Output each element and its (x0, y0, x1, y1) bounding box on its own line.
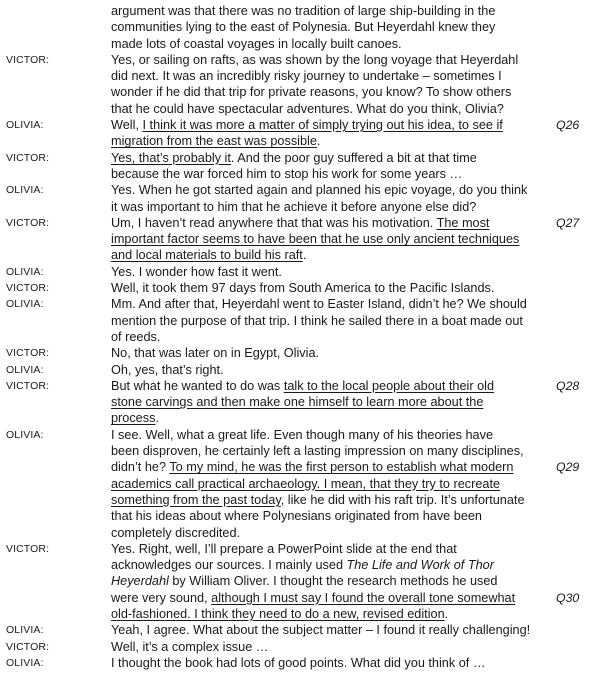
answer-underline-text: important factor seems to have been that he use only ancient techniques (111, 232, 520, 247)
text-segment: communities lying to the east of Polynesia. But Heyerdahl knew they (111, 20, 496, 35)
text-segment: . (444, 606, 449, 621)
transcript-line (0, 655, 603, 671)
dialogue-text (111, 443, 524, 459)
transcript-line (0, 231, 603, 247)
question-number: Q30 (556, 590, 580, 605)
dialogue-text (111, 231, 519, 247)
text-segment: Yes. When he got started again and planned his epic voyage, do you think (111, 183, 528, 198)
transcript-line (0, 133, 603, 149)
text-segment: Oh, yes, that’s right. (111, 362, 224, 377)
text-segment: by William Oliver. I thought the research methods he used (168, 574, 498, 589)
speaker-label: OLIVIA: (6, 656, 44, 669)
dialogue-text (111, 541, 457, 557)
answer-underline-text: I think it was more a matter of simply trying out his idea, to see if (142, 118, 503, 133)
dialogue-text (111, 557, 494, 573)
transcript-line (0, 52, 603, 68)
dialogue-text (111, 280, 494, 296)
speaker-label: VICTOR: (6, 151, 50, 164)
dialogue-text (111, 508, 482, 524)
answer-underline-text: To my mind, he was the first person to establish what modern (169, 460, 514, 475)
transcript-line (0, 247, 603, 263)
answer-underline-text: something from the past today (111, 492, 281, 507)
transcript-line (0, 84, 603, 100)
dialogue-text (111, 215, 489, 231)
text-segment: that he could have spectacular adventures. What do you think, Olivia? (111, 101, 504, 116)
answer-underline-text: old-fashioned. I think they need to do a new, revised edition (111, 606, 445, 621)
dialogue-text (111, 378, 494, 394)
dialogue-text (111, 606, 448, 622)
transcript-line (0, 508, 603, 524)
dialogue-text (111, 329, 160, 345)
transcript-line (0, 492, 603, 508)
transcript-line (0, 166, 603, 182)
question-number: Q28 (556, 378, 580, 393)
transcript-line (0, 606, 603, 622)
dialogue-text (111, 3, 495, 19)
transcript-line (0, 182, 603, 198)
dialogue-text (111, 427, 493, 443)
speaker-label: VICTOR: (6, 282, 50, 295)
transcript-line (0, 345, 603, 361)
dialogue-text (111, 639, 268, 655)
dialogue-text (111, 622, 530, 638)
transcript-line (0, 394, 603, 410)
answer-underline-text: although I must say I found the overall tone somewhat (211, 590, 516, 605)
text-segment: I see. Well, what a great life. Even though many of his theories have (111, 427, 494, 442)
transcript-line (0, 36, 603, 52)
text-segment: Yeah, I agree. What about the subject matter – I found it really challenging! (111, 623, 531, 638)
transcript-line (0, 622, 603, 638)
transcript-line (0, 410, 603, 426)
text-segment: . And the poor guy suffered a bit at that time (230, 150, 477, 165)
transcript-line (0, 150, 603, 166)
transcript-line (0, 557, 603, 573)
text-segment: Well, it’s a complex issue … (111, 639, 269, 654)
text-segment: Yes, or sailing on rafts, as was shown by the long voyage that Heyerdahl (111, 52, 519, 67)
dialogue-text (111, 101, 504, 117)
text-segment: I thought the book had lots of good points. What did you think of … (111, 655, 486, 670)
transcript-line (0, 3, 603, 19)
dialogue-text (111, 525, 240, 541)
transcript-line (0, 280, 603, 296)
text-segment: . (302, 248, 307, 263)
answer-underline-text: migration from the east was possible (111, 134, 317, 149)
transcript-line (0, 101, 603, 117)
speaker-label: OLIVIA: (6, 624, 44, 637)
transcript-line (0, 68, 603, 84)
book-title-text: The Life and Work of Thor (346, 558, 494, 573)
dialogue-text (111, 345, 319, 361)
answer-underline-text: The most (436, 215, 490, 230)
transcript-line (0, 296, 603, 312)
dialogue-text (111, 476, 500, 492)
text-segment: didn’t he? (111, 460, 170, 475)
text-segment: No, that was later on in Egypt, Olivia. (111, 346, 320, 361)
speaker-label: OLIVIA: (6, 119, 44, 132)
speaker-label: VICTOR: (6, 53, 50, 66)
dialogue-text (111, 590, 515, 606)
transcript-line (0, 313, 603, 329)
dialogue-text (111, 68, 502, 84)
dialogue-text (111, 19, 495, 35)
text-segment: completely discredited. (111, 525, 241, 540)
dialogue-text (111, 362, 224, 378)
text-segment: because the war forced him to stop his work for some years … (111, 166, 463, 181)
dialogue-text (111, 296, 527, 312)
text-segment: that his ideas about where Polynesians originated from have been (111, 509, 482, 524)
dialogue-text (111, 247, 306, 263)
answer-underline-text: Yes, that’s probably it (111, 150, 231, 165)
text-segment: it was important to him that he achieve it before anyone else did? (111, 199, 477, 214)
answer-underline-text: and local materials to build his raft (111, 248, 303, 263)
speaker-label: VICTOR: (6, 379, 50, 392)
transcript-line (0, 117, 603, 133)
answer-underline-text: academics call practical archaeology. I mean, that they try to recreate (111, 476, 501, 491)
question-number: Q29 (556, 460, 580, 475)
speaker-label: OLIVIA: (6, 428, 44, 441)
question-number: Q26 (556, 118, 580, 133)
answer-underline-text: talk to the local people about their old (283, 378, 495, 393)
text-segment: . (155, 411, 159, 426)
transcript-line (0, 199, 603, 215)
dialogue-text (111, 410, 159, 426)
transcript-line (0, 639, 603, 655)
text-segment: argument was that there was no tradition of large ship-building in the (111, 4, 496, 18)
speaker-label: VICTOR: (6, 640, 50, 653)
text-segment: wonder if he did that trip for private reasons, you know? To show others (111, 85, 512, 100)
transcript-line (0, 590, 603, 606)
transcript-line (0, 573, 603, 589)
text-segment: did next. It was an incredibly risky journey to undertake – sometimes I (111, 69, 502, 84)
text-segment: been disproven, he certainly left a lasting impression on many disciplines, (111, 444, 524, 459)
answer-underline-text: stone carvings and then make one himself to learn more about the (111, 395, 484, 410)
text-segment: . (316, 134, 321, 149)
text-segment: Well, it took them 97 days from South America to the Pacific Islands. (111, 281, 495, 296)
text-segment: But what he wanted to do was (111, 378, 284, 393)
dialogue-text (111, 117, 503, 133)
text-segment: Well, (111, 118, 143, 133)
transcript-line (0, 329, 603, 345)
text-segment: mention the purpose of that trip. I think he sailed there in a boat made out (111, 313, 523, 328)
transcript-line (0, 378, 603, 394)
dialogue-text (111, 264, 282, 280)
dialogue-text (111, 492, 525, 508)
transcript-line (0, 215, 603, 231)
dialogue-text (111, 573, 497, 589)
text-segment: of reeds. (111, 329, 161, 344)
text-segment: were very sound, (111, 590, 212, 605)
dialogue-text (111, 36, 402, 52)
speaker-label: OLIVIA: (6, 184, 44, 197)
transcript-line (0, 476, 603, 492)
dialogue-text (111, 655, 486, 671)
question-number: Q27 (556, 215, 580, 230)
transcript-line (0, 19, 603, 35)
text-segment: made lots of coastal voyages in locally built canoes. (111, 36, 402, 51)
text-segment: , like he did with his raft trip. It’s unfortunate (280, 492, 525, 507)
dialogue-text (111, 52, 518, 68)
speaker-label: VICTOR: (6, 216, 50, 229)
speaker-label: OLIVIA: (6, 265, 44, 278)
dialogue-text (111, 313, 523, 329)
transcript-line (0, 459, 603, 475)
transcript-line (0, 525, 603, 541)
text-segment: Mm. And after that, Heyerdahl went to Easter Island, didn’t he? We should (111, 297, 527, 312)
dialogue-text (111, 459, 513, 475)
dialogue-text (111, 182, 527, 198)
speaker-label: OLIVIA: (6, 363, 44, 376)
answer-underline-text: process (111, 411, 156, 426)
transcript-line (0, 541, 603, 557)
speaker-label: VICTOR: (6, 542, 50, 555)
transcript-line (0, 362, 603, 378)
text-segment: Um, I haven’t read anywhere that that was his motivation. (111, 215, 437, 230)
dialogue-text (111, 150, 477, 166)
transcript-line (0, 427, 603, 443)
dialogue-text (111, 394, 483, 410)
text-segment: acknowledges our sources. I mainly used (111, 558, 347, 573)
text-segment: Yes. Right, well, I’ll prepare a PowerPoint slide at the end that (111, 541, 457, 556)
dialogue-text (111, 133, 320, 149)
dialogue-text (111, 84, 511, 100)
transcript-line (0, 443, 603, 459)
transcript-line (0, 264, 603, 280)
book-title-text: Heyerdahl (111, 574, 169, 589)
dialogue-text (111, 199, 476, 215)
text-segment: Yes. I wonder how fast it went. (111, 264, 282, 279)
dialogue-text (111, 166, 462, 182)
speaker-label: VICTOR: (6, 347, 50, 360)
speaker-label: OLIVIA: (6, 298, 44, 311)
